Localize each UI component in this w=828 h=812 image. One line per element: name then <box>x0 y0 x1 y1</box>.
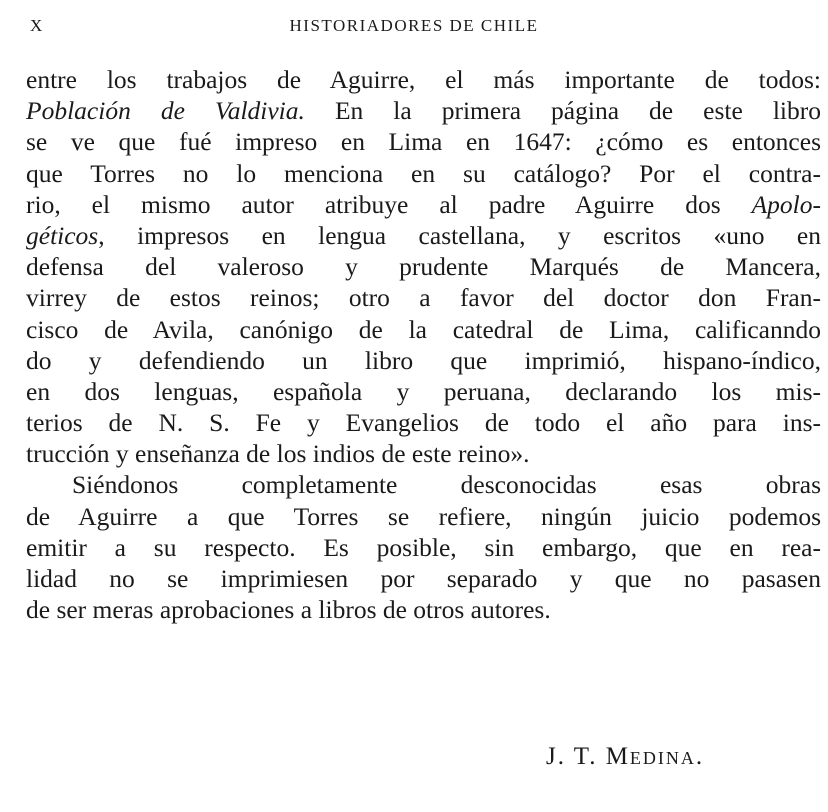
text-line: cisco de Avila, canónigo de la catedral de Lima, calificanndo <box>26 314 821 344</box>
italic-title: Población de Valdivia. <box>26 96 305 126</box>
author-signature <box>546 743 704 771</box>
text-line: de ser meras aprobaciones a libros de otros autores. <box>26 595 551 625</box>
text-line: géticos, impresos en lengua castellana, y escritos «uno en <box>26 220 821 250</box>
body-text <box>26 64 821 625</box>
text-line: terios de N. S. Fe y Evangelios de todo el año para ins- <box>26 408 821 438</box>
text-line: lidad no se imprimiesen por separado y que no pasasen <box>26 564 821 593</box>
italic-word: Apolo- <box>751 189 821 219</box>
text-line: entre los trabajos de Aguirre, el más importante de todos: <box>26 65 821 94</box>
page-number: X <box>30 16 44 35</box>
running-title: HISTORIADORES DE CHILE <box>289 16 539 35</box>
text-line: en dos lenguas, española y peruana, declarando los mis- <box>26 376 821 406</box>
text-line: emitir a su respecto. Es posible, sin embargo, que en rea- <box>26 532 821 562</box>
text-line: do y defendiendo un libro que imprimió, hispano-índico, <box>26 345 821 375</box>
text-line: que Torres no lo menciona en su catálogo? Por el contra- <box>26 158 821 188</box>
text-line: rio, el mismo autor atribuye al padre Aguirre dos Apolo- <box>26 189 821 219</box>
signature-text: J. T. Medina. <box>546 743 705 770</box>
text-line: trucción y enseñanza de los indios de este reino». <box>26 439 530 469</box>
text-line: defensa del valeroso y prudente Marqués de Mancera, <box>26 252 821 282</box>
text-line: Población de Valdivia. En la primera página de este libro <box>26 96 821 126</box>
italic-word: géticos <box>26 220 99 250</box>
text-line: Siéndonos completamente desconocidas esas obras <box>72 470 821 500</box>
text-line: de Aguirre a que Torres se refiere, ningún juicio podemos <box>26 501 821 531</box>
running-head <box>22 16 806 40</box>
text-line: virrey de estos reinos; otro a favor del doctor don Fran- <box>26 283 821 313</box>
text-line: se ve que fué impreso en Lima en 1647: ¿cómo es entonces <box>26 127 821 157</box>
